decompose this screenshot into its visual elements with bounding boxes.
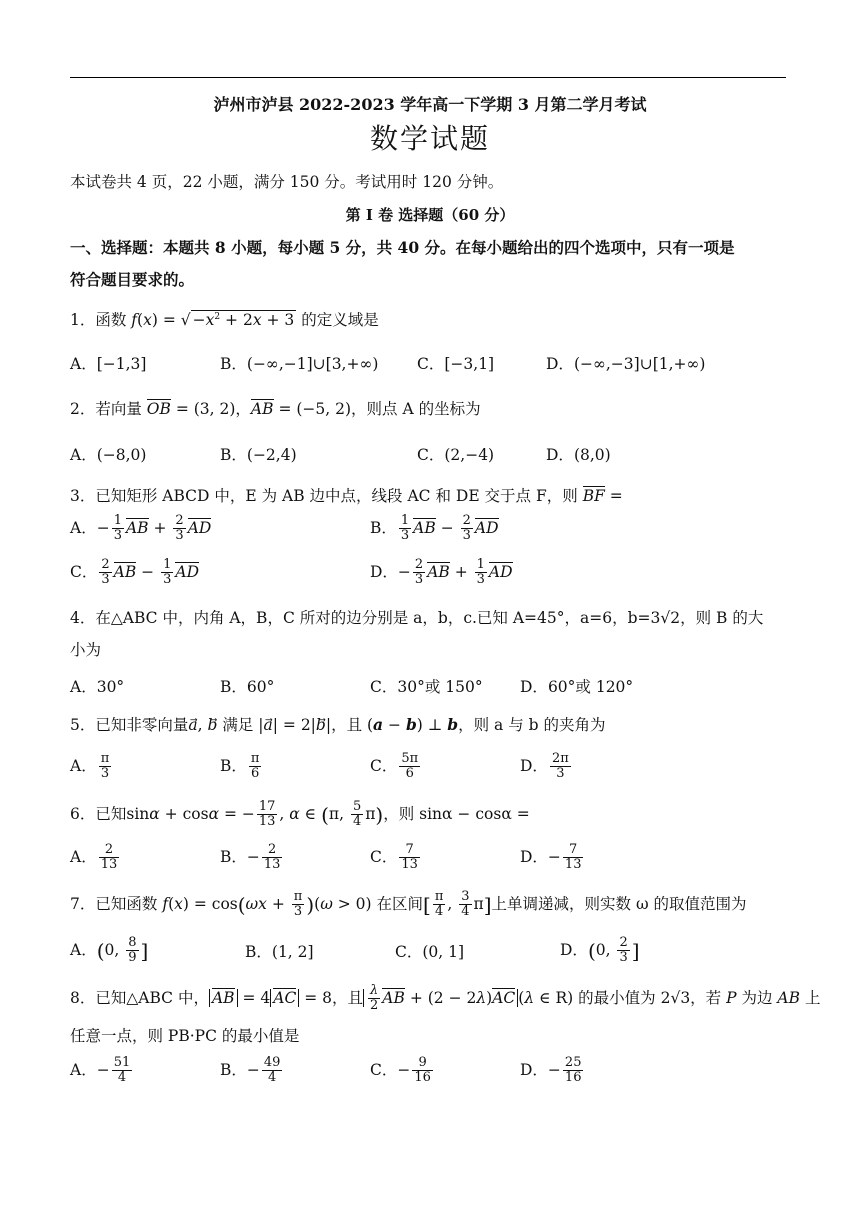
- question-8-cont: 任意一点，则 PB·PC 的最小值是: [70, 1027, 300, 1045]
- q8-option-a: A．− $\frac{51}{4}$: [70, 1055, 131, 1086]
- q8-option-d: D．− $\frac{25}{16}$: [520, 1055, 582, 1086]
- q2-option-b: B．(−2,4): [220, 446, 297, 464]
- q2-option-a: A．(−8,0): [70, 446, 147, 464]
- q8-option-b: B．− $\frac{49}{4}$: [220, 1055, 281, 1086]
- q1-option-d: D．(−∞,−3]∪[1,+∞): [546, 355, 706, 373]
- question-4: 4．在△ABC 中，内角 A，B，C 所对的边分别是 a，b，c.已知 A=45°，a=6，b=3√2，则 B 的大: [70, 609, 764, 627]
- q7-option-c: C．(0, 1]: [395, 943, 465, 961]
- q1-option-c: C．[−3,1]: [417, 355, 495, 373]
- subject-title: 数学试题: [369, 122, 490, 155]
- question-2: 2．若向量 OB = (3, 2)，AB = (−5, 2)，则点 A 的坐标为: [70, 400, 481, 418]
- q6-option-a: A． $\frac{2}{13}$: [70, 842, 118, 873]
- question-7: 7．已知函数 f(x) = cos(ωx + $\frac{\pi}{3}$ )(ω > 0) 在区间[ $\frac{\pi}{4}$ , $\frac{3}{4}$ π]上单调递减，则实数 ω 的取值范围为: [70, 889, 747, 920]
- q7-option-d: D．(0, $\frac{2}{3}$ ]: [560, 935, 640, 966]
- q3-option-a: A．− $\frac{1}{3}$ AB + $\frac{2}{3}$ AD: [70, 513, 212, 544]
- q6-option-b: B．− $\frac{2}{13}$: [220, 842, 281, 873]
- q5-option-c: C． $\frac{5\pi}{6}$: [370, 751, 419, 782]
- section-instruction-cont: 符合题目要求的。: [70, 270, 195, 289]
- q1-option-b: B．(−∞,−1]∪[3,+∞): [220, 355, 379, 373]
- q6-option-c: C． $\frac{7}{13}$: [370, 842, 418, 873]
- q4-option-d: D．60°或 120°: [520, 678, 634, 696]
- q4-option-c: C．30°或 150°: [370, 678, 483, 696]
- section-instruction: 一、选择题：本题共 8 小题，每小题 5 分，共 40 分。在每小题给出的四个选项中，只有一项是: [70, 238, 735, 257]
- header-rule: [70, 77, 786, 78]
- exam-title: 泸州市泸县 2022-2023 学年高一下学期 3 月第二学月考试: [213, 95, 647, 114]
- q6-option-d: D．− $\frac{7}{13}$: [520, 842, 582, 873]
- section-title: 第 I 卷 选择题（60 分）: [345, 206, 515, 224]
- q3-option-c: C． $\frac{2}{3}$ AB − $\frac{1}{3}$ AD: [70, 557, 199, 588]
- q4-option-b: B．60°: [220, 678, 275, 696]
- question-4-cont: 小为: [70, 641, 102, 659]
- question-3: 3．已知矩形 ABCD 中，E 为 AB 边中点，线段 AC 和 DE 交于点 F，则 BF =: [70, 487, 623, 505]
- question-1: 1．函数 f(x) = √ $-x^2 + 2x + 3$ 的定义域是: [70, 311, 379, 329]
- q1-option-a: A．[−1,3]: [70, 355, 147, 373]
- question-6: 6．已知sinα + cosα = − $\frac{17}{13}$ , α ∈ (π, $\frac{5}{4}$ π)，则 sinα − cosα =: [70, 799, 530, 830]
- q2-option-c: C．(2,−4): [417, 446, 495, 464]
- q5-option-b: B． $\frac{\pi}{6}$: [220, 751, 260, 782]
- q8-option-c: C．− $\frac{9}{16}$: [370, 1055, 431, 1086]
- q4-option-a: A．30°: [70, 678, 125, 696]
- q7-option-a: A．(0, $\frac{8}{9}$ ]: [70, 935, 149, 966]
- q3-option-b: B． $\frac{1}{3}$ AB − $\frac{2}{3}$ AD: [370, 513, 499, 544]
- q7-option-b: B．(1, 2]: [245, 943, 314, 961]
- exam-intro: 本试卷共 4 页，22 小题，满分 150 分。考试用时 120 分钟。: [70, 173, 504, 191]
- q3-option-d: D．− $\frac{2}{3}$ AB + $\frac{1}{3}$ AD: [370, 557, 513, 588]
- question-5: 5．已知非零向量a⃗, b⃗ 满足 |a⃗| = 2|b⃗|，且 (a − b) ⊥ b，则 a 与 b 的夹角为: [70, 715, 606, 734]
- q5-option-d: D． $\frac{2\pi}{3}$: [520, 751, 569, 782]
- q2-option-d: D．(8,0): [546, 446, 611, 464]
- q5-option-a: A． $\frac{\pi}{3}$: [70, 751, 110, 782]
- question-8: 8．已知△ABC 中， AB = 4 AC = 8，且 $\frac{\lambda}{2}$ AB + (2 − 2λ)AC (λ ∈ R) 的最小值为 2√3，若 P 为边 AB 上: [70, 983, 821, 1014]
